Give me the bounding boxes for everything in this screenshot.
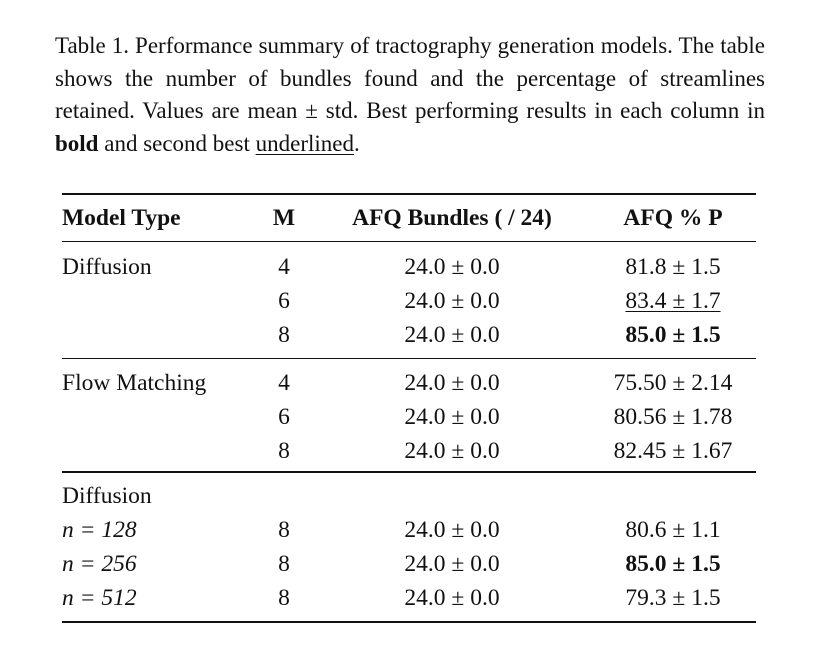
group-rule [62, 358, 756, 359]
table-cell-pct-second [590, 287, 756, 315]
table-cell-bundles: 24.0 ± 0.0 [404, 404, 500, 430]
caption-text-2: and second best [98, 130, 256, 156]
header-rule [62, 241, 756, 242]
table-cell-m: 4 [278, 370, 290, 396]
table-cell-pct: 80.56 ± 1.78 [613, 404, 733, 430]
table-cell-m: 8 [278, 585, 290, 611]
table-cell-pct: 79.3 ± 1.5 [625, 585, 721, 611]
table-cell-m: 8 [278, 551, 290, 577]
header-model-type: Model Type [62, 205, 181, 231]
caption-underline-word: underlined [255, 130, 354, 156]
caption-text-3: . [353, 130, 360, 156]
group-label-diffusion: Diffusion [62, 254, 152, 280]
table-cell-pct: 75.50 ± 2.14 [613, 370, 733, 396]
row-label-n: n = 256 [62, 551, 137, 577]
table-cell-m: 6 [278, 404, 290, 430]
table-bottom-rule [62, 621, 756, 623]
caption-bold-word: bold [55, 130, 99, 156]
header-m: M [272, 205, 296, 231]
table-cell-bundles: 24.0 ± 0.0 [404, 517, 500, 543]
table-cell-bundles: 24.0 ± 0.0 [404, 254, 500, 280]
caption-text: Table 1. Performance summary of tractography generation models. The table shows the number of bundles found and the percentage of streamlines retained. Values are mean ± std. Best performing results in each column in [55, 33, 765, 123]
second-best-value: 83.4 ± 1.7 [625, 288, 721, 314]
row-label-n: n = 512 [62, 585, 137, 611]
best-value: 85.0 ± 1.5 [625, 322, 721, 348]
table-cell-pct: 80.6 ± 1.1 [625, 517, 721, 543]
table-cell-bundles: 24.0 ± 0.0 [404, 370, 500, 396]
table-cell-bundles: 24.0 ± 0.0 [404, 288, 500, 314]
best-value: 85.0 ± 1.5 [625, 551, 721, 577]
table-cell-m: 4 [278, 254, 290, 280]
table-cell-m: 6 [278, 288, 290, 314]
table-top-rule [62, 193, 756, 195]
table-cell-pct: 82.45 ± 1.67 [613, 438, 733, 464]
header-afq-bundles: AFQ Bundles ( / 24) [352, 205, 552, 231]
group-label-diffusion-n: Diffusion [62, 483, 152, 509]
table-cell-pct: 81.8 ± 1.5 [625, 254, 721, 280]
table-cell-bundles: 24.0 ± 0.0 [404, 438, 500, 464]
row-label-n: n = 128 [62, 517, 137, 543]
table-cell-bundles: 24.0 ± 0.0 [404, 322, 500, 348]
table-cell-m: 8 [278, 438, 290, 464]
group-rule-thick [62, 471, 756, 473]
table-cell-m: 8 [278, 517, 290, 543]
table-caption [55, 30, 765, 160]
header-afq-percent: AFQ % P [623, 205, 723, 231]
table-cell-bundles: 24.0 ± 0.0 [404, 585, 500, 611]
table-cell-bundles: 24.0 ± 0.0 [404, 551, 500, 577]
group-label-flow-matching: Flow Matching [62, 370, 207, 396]
table-cell-m: 8 [278, 322, 290, 348]
